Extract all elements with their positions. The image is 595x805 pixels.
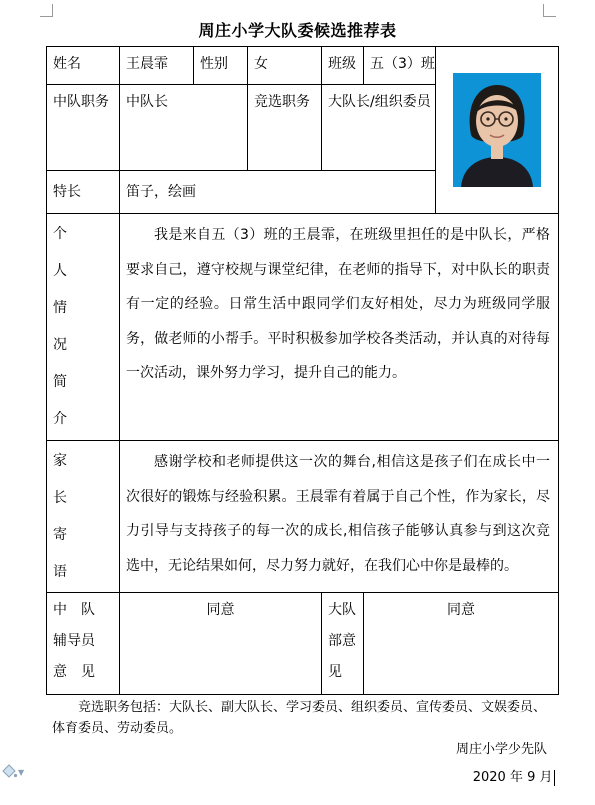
specialty-value: 笛子，绘画 [120, 171, 436, 214]
personal-intro-label: 个 人 情 况 简 介 [47, 214, 120, 441]
counselor-opinion-value: 同意 [120, 593, 322, 695]
date-line [473, 766, 555, 786]
counselor-opinion-label: 中 队 辅导员 意 见 [47, 593, 120, 695]
personal-intro-text: 我是来自五（3）班的王晨霏，在班级里担任的是中队长，严格要求自己，遵守校规与课堂纪律，在老师的指导下，对中队长的职责有一定的经验。日常生活中跟同学们友好相处，尽力为班级同学服务，做老师的小帮手。平时积极参加学校各类活动，并认真的对待每一次活动，课外努力学习，提升自己的能力。 [120, 214, 559, 441]
class-value: 五（3）班 [364, 47, 436, 85]
chevron-down-icon[interactable]: ▼ [18, 768, 25, 777]
parent-message-label: 家 长 寄 语 [47, 441, 120, 593]
text-cursor [554, 770, 556, 786]
brigade-opinion-label: 大队 部意 见 [322, 593, 364, 695]
name-value: 王晨霏 [120, 47, 194, 85]
paint-bucket-icon[interactable] [0, 762, 18, 780]
positions-note: 竞选职务包括：大队长、副大队长、学习委员、组织委员、宣传委员、文娱委员、体育委员、劳动委员。 [52, 700, 547, 736]
brigade-opinion-value: 同意 [364, 593, 559, 695]
date-text: 2020 年 9 月 [472, 770, 553, 785]
recommendation-form-table [46, 46, 559, 695]
class-label: 班级 [322, 47, 364, 85]
signature: 周庄小学少先队 [455, 742, 547, 757]
squad-duty-value: 中队长 [120, 85, 248, 171]
parent-message-text: 感谢学校和老师提供这一次的舞台,相信这是孩子们在成长中一次很好的锻炼与经验积累。王晨霏有着属于自己个性，作为家长，尽力引导与支持孩子的每一次的成长,相信孩子能够认真参与到这次竞选中，无论结果如何，尽力努力就好，在我们心中你是最棒的。 [120, 441, 559, 593]
page-title: 周庄小学大队委候选推荐表 [198, 21, 397, 40]
page-corner-mark [40, 4, 53, 17]
student-photo-cell [436, 47, 559, 214]
campaign-position-value: 大队长/组织委员 [322, 85, 436, 171]
gender-value: 女 [248, 47, 322, 85]
gender-label: 性别 [194, 47, 248, 85]
student-photo [453, 73, 541, 187]
name-label: 姓名 [47, 47, 120, 85]
squad-duty-label: 中队职务 [47, 85, 120, 171]
page-corner-mark [543, 4, 556, 17]
campaign-position-label: 竞选职务 [248, 85, 322, 171]
specialty-label: 特长 [47, 171, 120, 214]
